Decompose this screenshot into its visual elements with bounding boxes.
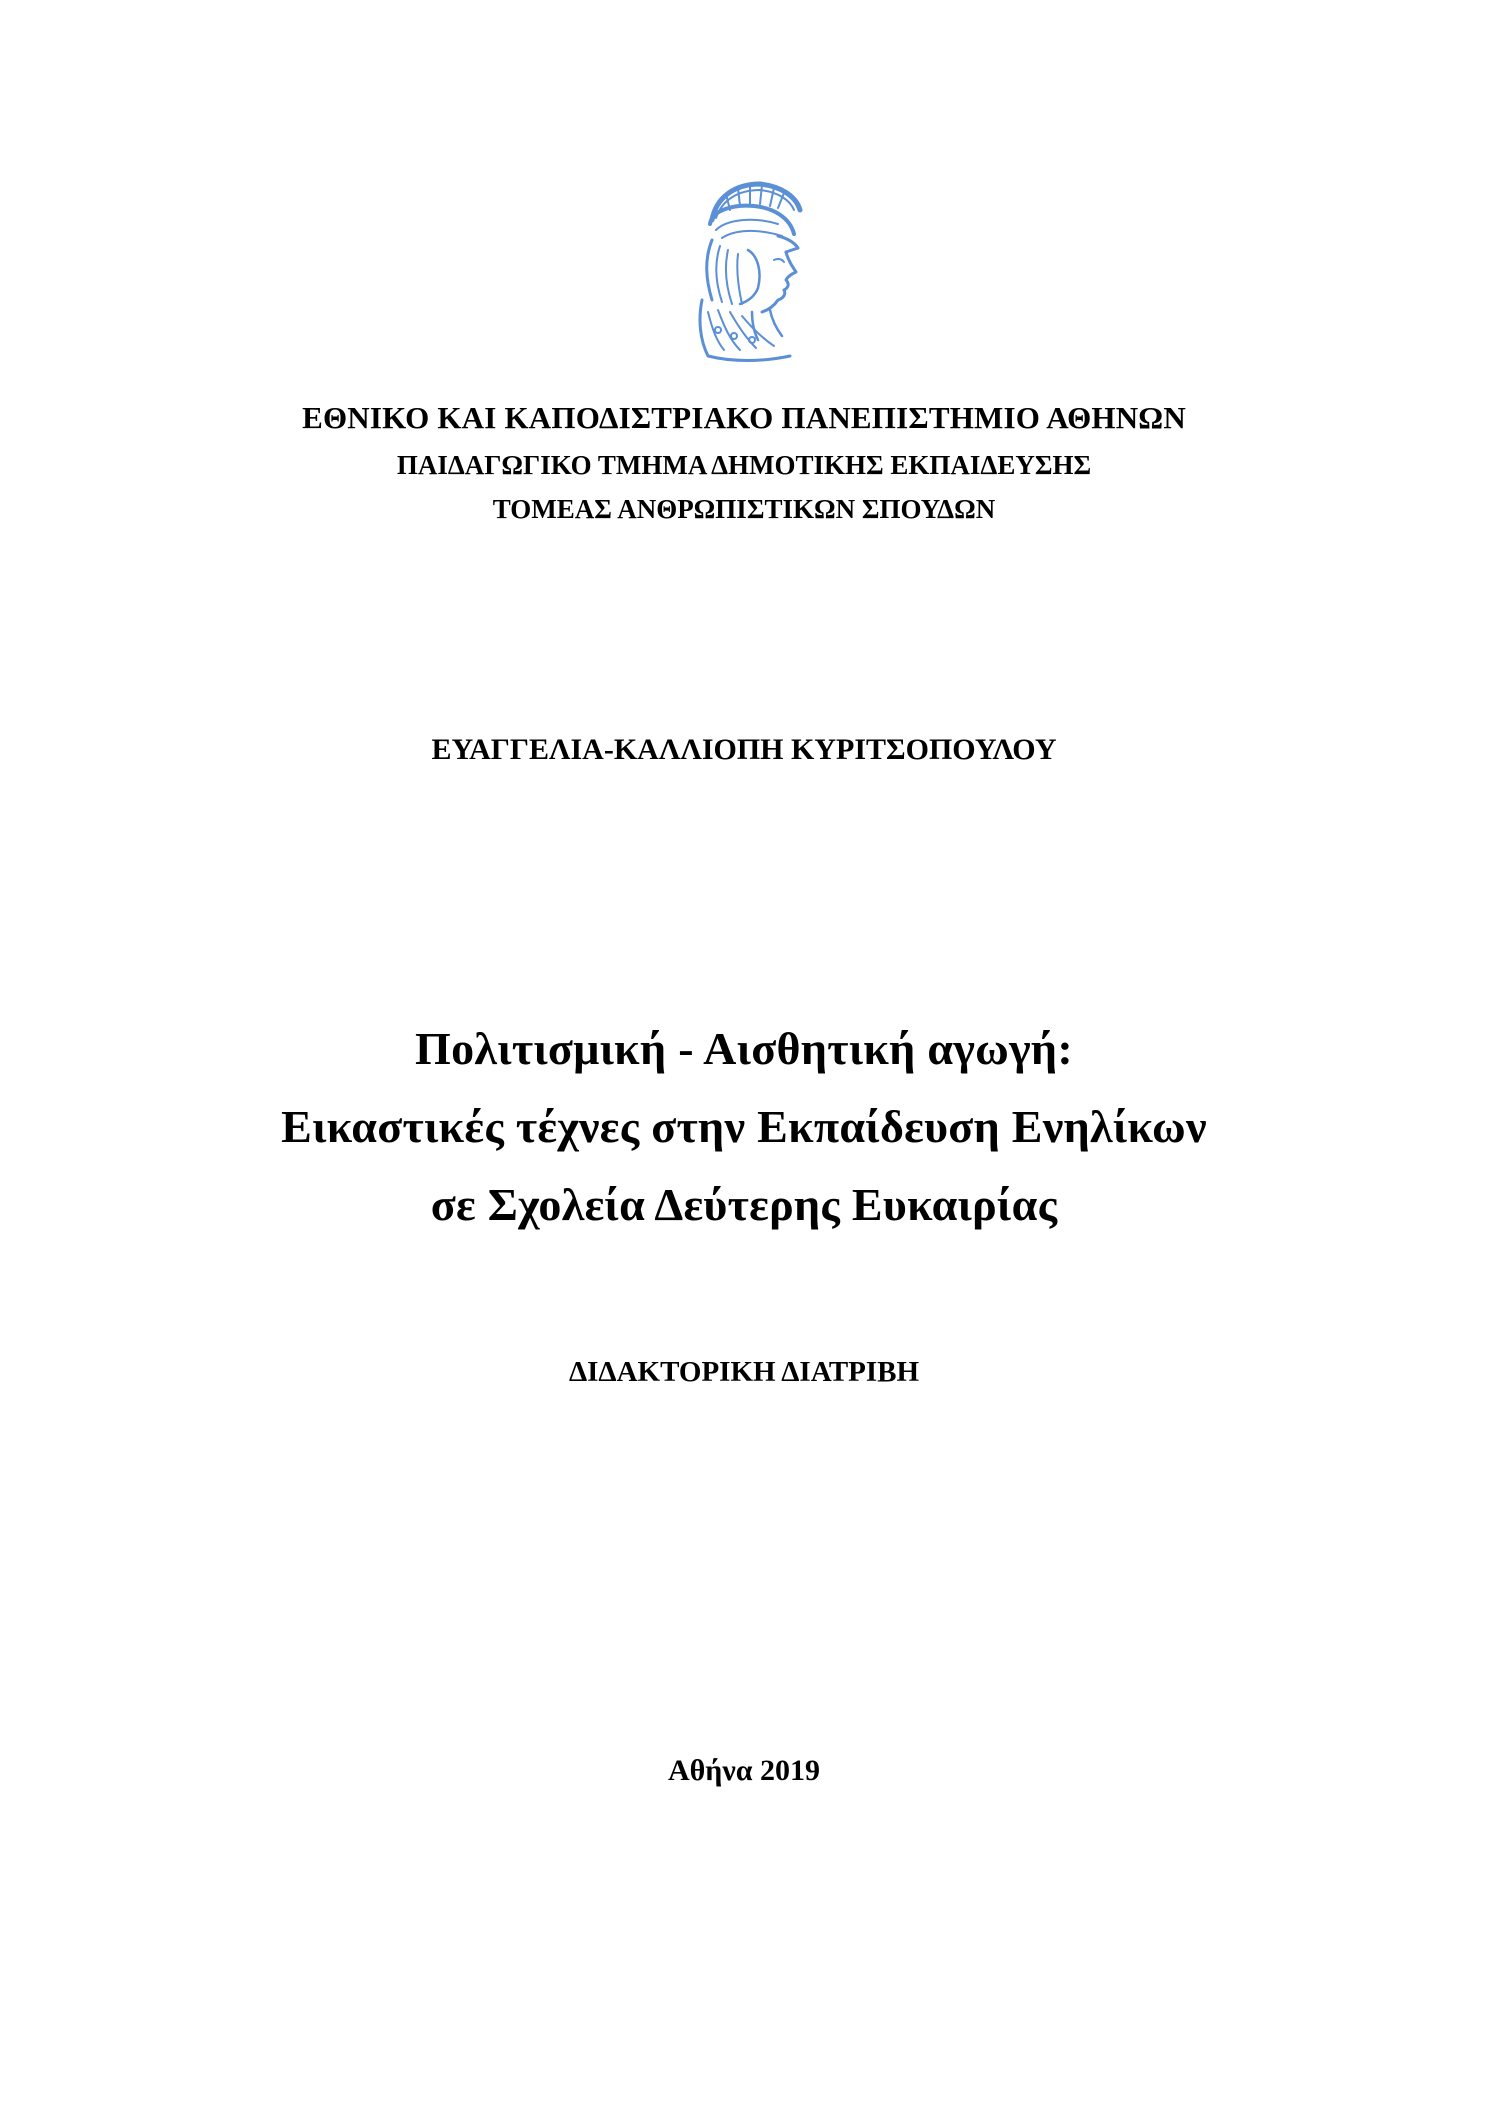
university-name: ΕΘΝΙΚΟ ΚΑΙ ΚΑΠΟΔΙΣΤΡΙΑΚΟ ΠΑΝΕΠΙΣΤΗΜΙΟ ΑΘΗΝΩΝ — [302, 400, 1186, 435]
place-and-year: Αθήνα 2019 — [667, 1754, 820, 1787]
thesis-title-line-2: Εικαστικές τέχνες στην Εκπαίδευση Ενηλίκων — [281, 1101, 1207, 1152]
sector-name: ΤΟΜΕΑΣ ΑΝΘΡΩΠΙΣΤΙΚΩΝ ΣΠΟΥΔΩΝ — [492, 494, 996, 524]
department-name: ΠΑΙΔΑΓΩΓΙΚΟ ΤΜΗΜΑ ΔΗΜΟΤΙΚΗΣ ΕΚΠΑΙΔΕΥΣΗΣ — [396, 450, 1092, 480]
thesis-title-line-3: σε Σχολεία Δεύτερης Ευκαιρίας — [430, 1179, 1058, 1230]
athena-head-emblem-icon — [682, 180, 810, 364]
document-type: ΔΙΔΑΚΤΟΡΙΚΗ ΔΙΑΤΡΙΒΗ — [568, 1356, 920, 1388]
thesis-title-line-1: Πολιτισμική - Αισθητική αγωγή: — [415, 1023, 1073, 1074]
author-name: ΕΥΑΓΓΕΛΙΑ-ΚΑΛΛΙΟΠΗ ΚΥΡΙΤΣΟΠΟΥΛΟΥ — [431, 733, 1057, 766]
